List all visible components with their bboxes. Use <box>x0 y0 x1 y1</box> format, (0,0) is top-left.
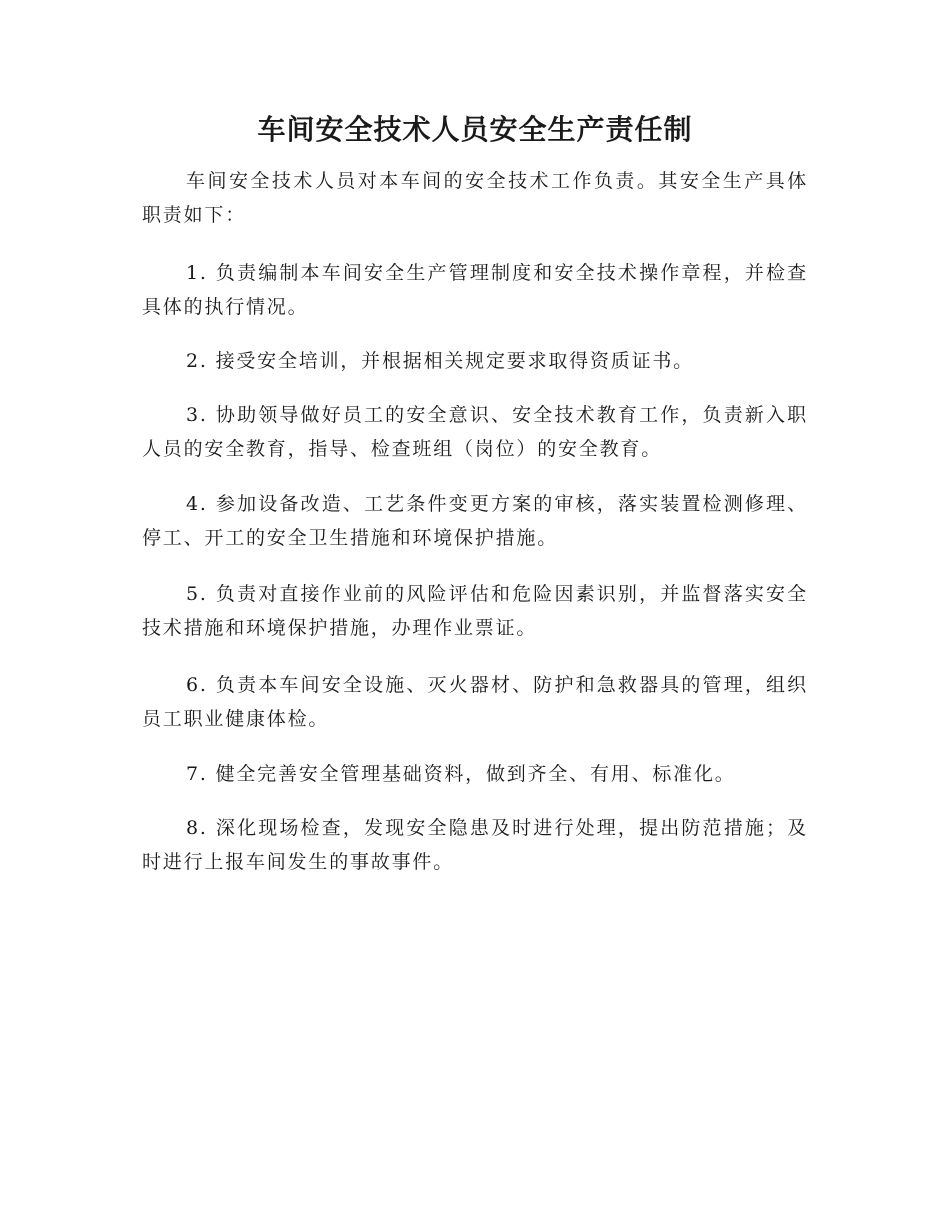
intro-paragraph: 车间安全技术人员对本车间的安全技术工作负责。其安全生产具体职责如下： <box>142 170 808 226</box>
duty-item-8: 8. 深化现场检查，发现安全隐患及时进行处理，提出防范措施；及时进行上报车间发生的事故事件。 <box>142 817 808 873</box>
page-title: 车间安全技术人员安全生产责任制 <box>257 113 693 146</box>
duty-item-4: 4. 参加设备改造、工艺条件变更方案的审核，落实装置检测修理、停工、开工的安全卫生措施和环境保护措施。 <box>142 493 808 549</box>
duty-item-5: 5. 负责对直接作业前的风险评估和危险因素识别，并监督落实安全技术措施和环境保护措施，办理作业票证。 <box>142 583 808 639</box>
duty-item-7: 7. 健全完善安全管理基础资料，做到齐全、有用、标准化。 <box>186 763 736 785</box>
duty-item-1: 1. 负责编制本车间安全生产管理制度和安全技术操作章程，并检查具体的执行情况。 <box>142 262 808 318</box>
duty-item-3: 3. 协助领导做好员工的安全意识、安全技术教育工作，负责新入职人员的安全教育，指导、检查班组（岗位）的安全教育。 <box>142 404 808 460</box>
duty-item-2: 2. 接受安全培训，并根据相关规定要求取得资质证书。 <box>186 350 694 372</box>
duty-item-6: 6. 负责本车间安全设施、灭火器材、防护和急救器具的管理，组织员工职业健康体检。 <box>142 674 808 730</box>
